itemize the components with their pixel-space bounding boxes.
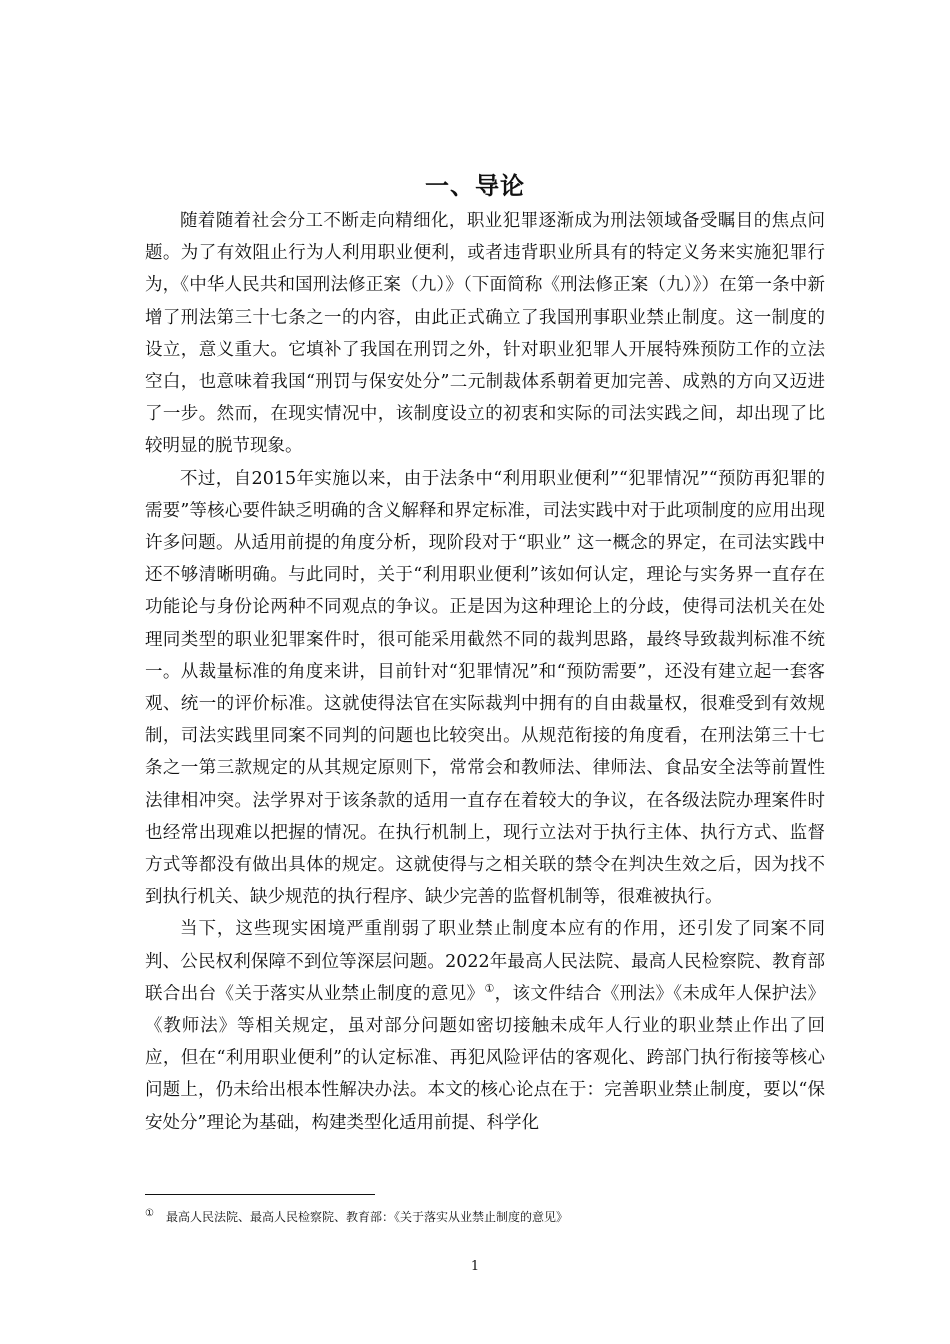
footnote-reference-mark[interactable]: ① [484,982,495,996]
paragraph-3-text-before-ref: 当下，这些现实困境严重削弱了职业禁止制度本应有的作用，还引发了同案不同判、公民权利保障不到位等深层问题。2022年最高人民法院、最高人民检察院、教育部联合出台《关于落实从业禁止制度的意见》 [145,919,825,1004]
section-title: 一、导论 [425,172,525,200]
body-text [145,205,825,1139]
paragraph-1: 随着随着社会分工不断走向精细化，职业犯罪逐渐成为刑法领域备受瞩目的焦点问题。为了有效阻止行为人利用职业便利，或者违背职业所具有的特定义务来实施犯罪行为，《中华人民共和国刑法修正案（九）》（下面简称《刑法修正案（九）》）在第一条中新增了刑法第三十七条之一的内容，由此正式确立了我国刑事职业禁止制度。这一制度的设立，意义重大。它填补了我国在刑罚之外，针对职业犯罪人开展特殊预防工作的立法空白，也意味着我国“刑罚与保安处分”二元制裁体系朝着更加完善、成熟的方向又迈进了一步。然而，在现实情况中，该制度设立的初衷和实际的司法实践之间，却出现了比较明显的脱节现象。 [145,211,825,457]
page-number: 1 [470,1259,480,1274]
footnote-mark: ① [145,1208,154,1219]
footnote [145,1208,825,1226]
footnote-divider [145,1194,375,1195]
paragraph-3 [145,913,825,1138]
footnote-text: 最高人民法院、最高人民检察院、教育部：《关于落实从业禁止制度的意见》 [165,1210,568,1224]
paragraph-2: 不过，自2015年实施以来，由于法条中“利用职业便利”“犯罪情况”“预防再犯罪的需要”等核心要件缺乏明确的含义解释和界定标准，司法实践中对于此项制度的应用出现许多问题。从适用前提的角度分析，现阶段对于“职业” 这一概念的界定，在司法实践中还不够清晰明确。与此同时，关于“利用职业便利”该如何认定，理论与实务界一直存在功能论与身份论两种不同观点的争议。正是因为这种理论上的分歧，使得司法机关在处理同类型的职业犯罪案件时，很可能采用截然不同的裁判思路，最终导致裁判标准不统一。从裁量标准的角度来讲，目前针对“犯罪情况”和“预防需要”，还没有建立起一套客观、统一的评价标准。这就使得法官在实际裁判中拥有的自由裁量权，很难受到有效规制，司法实践里同案不同判的问题也比较突出。从规范衔接的角度看，在刑法第三十七条之一第三款规定的从其规定原则下，常常会和教师法、律师法、食品安全法等前置性法律相冲突。法学界对于该条款的适用一直存在着较大的争议，在各级法院办理案件时也经常出现难以把握的情况。在执行机制上，现行立法对于执行主体、执行方式、监督方式等都没有做出具体的规定。这就使得与之相关联的禁令在判决生效之后，因为找不到执行机关、缺少规范的执行程序、缺少完善的监督机制等，很难被执行。 [145,468,825,908]
paragraph-3-text-after-ref: ，该文件结合《刑法》《未成年人保护法》《教师法》等相关规定，虽对部分问题如密切接触未成年人行业的职业禁止作出了回应，但在“利用职业便利”的认定标准、再犯风险评估的客观化、跨部门执行衔接等核心问题上，仍未给出根本性解决办法。本文的核心论点在于：完善职业禁止制度，要以“保安处分”理论为基础，构建类型化适用前提、科学化 [145,983,825,1133]
